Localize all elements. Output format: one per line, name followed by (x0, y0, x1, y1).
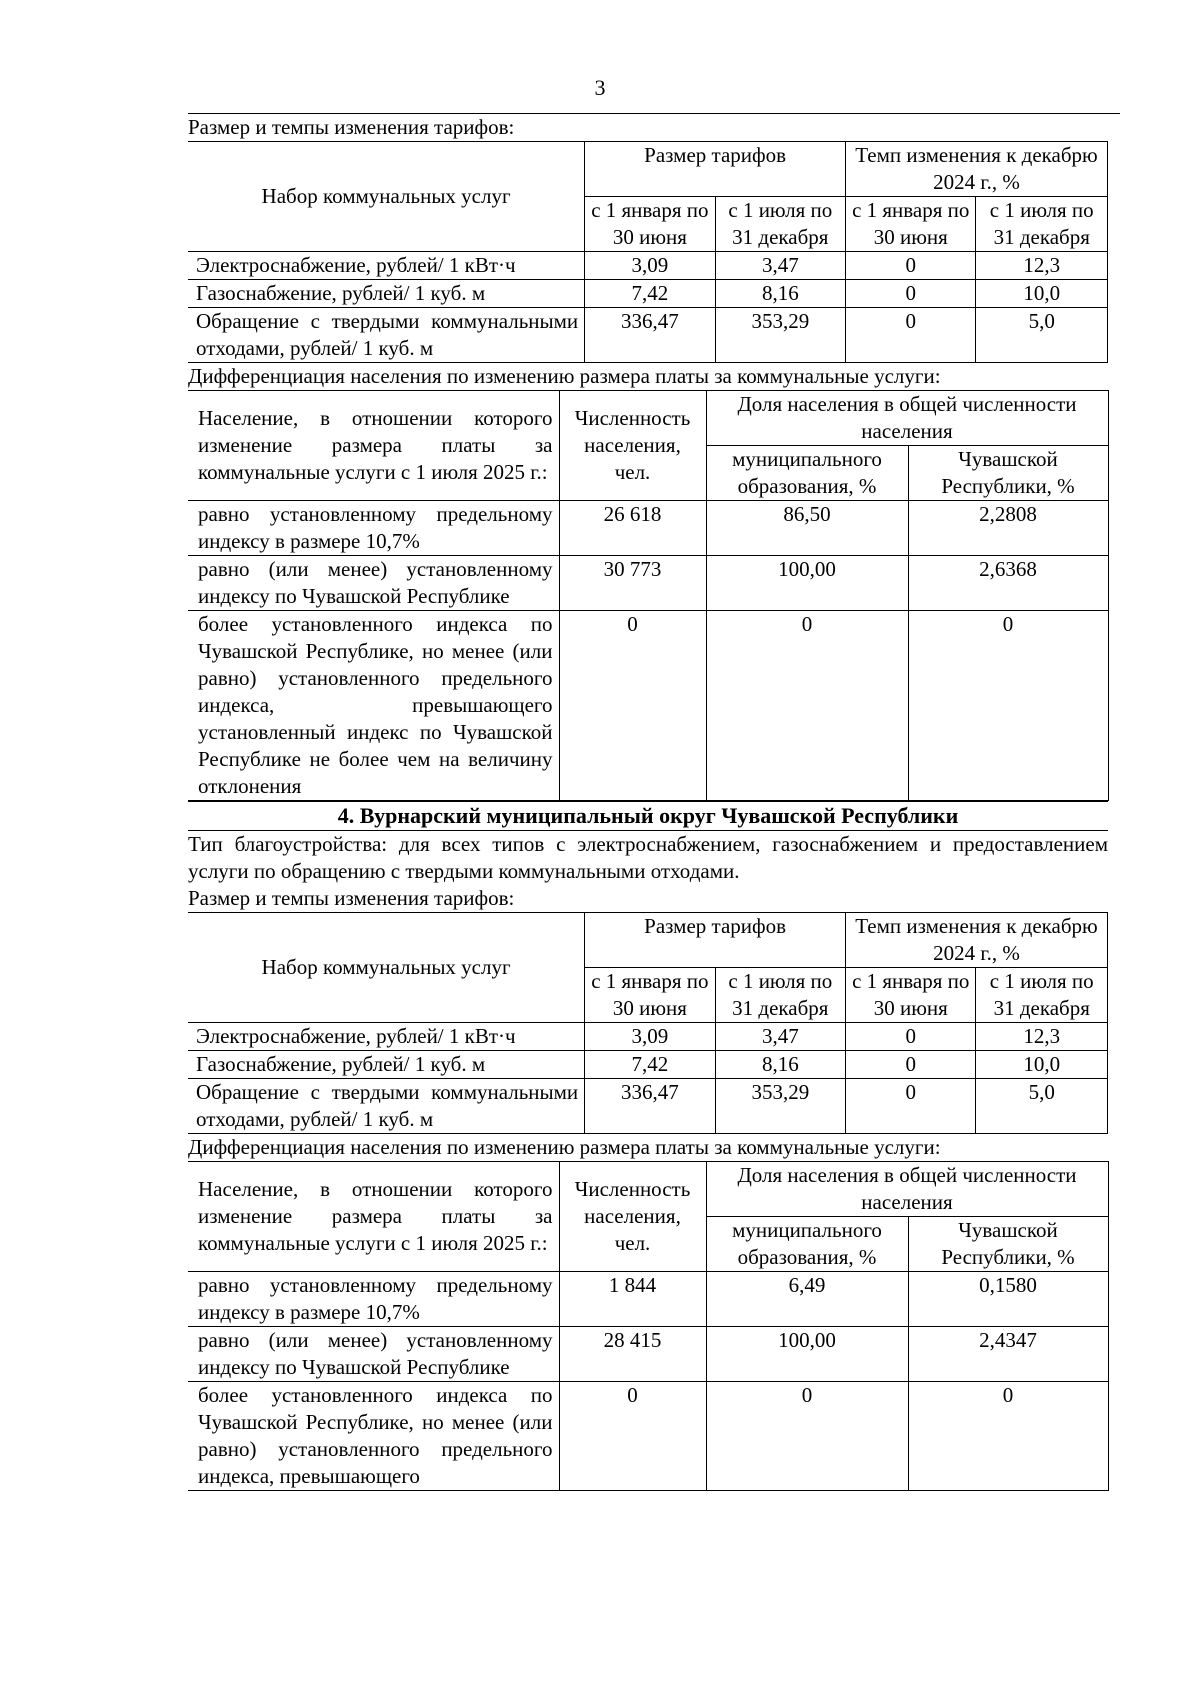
header-share: Доля населения в общей численности населения (706, 1162, 1108, 1217)
header-share: Доля населения в общей численности населения (706, 391, 1108, 446)
service-name: Электроснабжение, рублей/ 1 кВт·ч (188, 252, 585, 280)
table-row (188, 308, 1108, 363)
header-population: Население, в отношении которого изменение размера платы за коммунальные услуги с 1 июля 2025 г.: (188, 391, 559, 501)
rate-value: 12,3 (976, 252, 1108, 280)
tariff-value: 336,47 (585, 308, 715, 363)
population-category: более установленного индекса по Чувашской Республике, но менее (или равно) установленного предельного индекса, превышающего установленный индекс по Чувашской Республике не более чем на величину отклонения (188, 611, 559, 801)
tariff-value: 7,42 (585, 280, 715, 308)
republic-share: 2,2808 (908, 501, 1108, 556)
differentiation-intro: Дифференциация населения по изменению размера платы за коммунальные услуги: (188, 1135, 941, 1159)
tariff-value: 3,09 (585, 1023, 715, 1051)
table-row (188, 252, 1108, 280)
rate-value: 0 (846, 252, 976, 280)
population-count: 0 (559, 611, 706, 801)
table-row (188, 611, 1108, 801)
service-name: Обращение с твердыми коммунальными отходами, рублей/ 1 куб. м (188, 308, 585, 363)
rate-value: 0 (846, 1079, 976, 1134)
population-category: более установленного индекса по Чувашской Республике, но менее (или равно) установленного предельного индекса, превышающего (188, 1382, 559, 1491)
service-name: Газоснабжение, рублей/ 1 куб. м (188, 280, 585, 308)
differentiation-intro: Дифференциация населения по изменению размера платы за коммунальные услуги: (188, 364, 941, 388)
service-name: Газоснабжение, рублей/ 1 куб. м (188, 1051, 585, 1079)
tariff-value: 3,47 (715, 252, 845, 280)
population-category: равно установленному предельному индексу в размере 10,7% (188, 1272, 559, 1327)
header-tariff-size: Размер тарифов (585, 142, 846, 197)
header-change-rate: Темп изменения к декабрю 2024 г., % (846, 142, 1108, 197)
differentiation-table (188, 1161, 1109, 1491)
subheader-jan-jun: с 1 января по 30 июня (585, 968, 715, 1023)
municipal-share: 100,00 (706, 1327, 908, 1382)
header-tariff-size: Размер тарифов (585, 913, 846, 968)
subheader-jan-jun: с 1 января по 30 июня (846, 197, 976, 252)
rate-value: 10,0 (976, 280, 1108, 308)
tariff-value: 3,09 (585, 252, 715, 280)
subheader-jan-jun: с 1 января по 30 июня (846, 968, 976, 1023)
table-row (188, 1079, 1108, 1134)
header-republic: Чувашской Республики, % (908, 1217, 1108, 1272)
population-count: 26 618 (559, 501, 706, 556)
rate-value: 0 (846, 280, 976, 308)
municipal-share: 86,50 (706, 501, 908, 556)
service-name: Обращение с твердыми коммунальными отходами, рублей/ 1 куб. м (188, 1079, 585, 1134)
republic-share: 0 (908, 611, 1108, 801)
municipal-share: 6,49 (706, 1272, 908, 1327)
page-number: 3 (594, 75, 606, 100)
table-row (188, 1051, 1108, 1079)
tariff-value: 7,42 (585, 1051, 715, 1079)
subheader-jul-dec: с 1 июля по 31 декабря (715, 197, 845, 252)
table-row (188, 1272, 1108, 1327)
header-change-rate: Темп изменения к декабрю 2024 г., % (846, 913, 1108, 968)
header-population: Население, в отношении которого изменение размера платы за коммунальные услуги с 1 июля 2025 г.: (188, 1162, 559, 1272)
table-row (188, 1327, 1108, 1382)
municipal-share: 0 (706, 611, 908, 801)
subheader-jan-jun: с 1 января по 30 июня (585, 197, 715, 252)
tariff-value: 353,29 (715, 1079, 845, 1134)
municipal-share: 0 (706, 1382, 908, 1491)
tariff-value: 336,47 (585, 1079, 715, 1134)
service-name: Электроснабжение, рублей/ 1 кВт·ч (188, 1023, 585, 1051)
municipal-share: 100,00 (706, 556, 908, 611)
population-count: 30 773 (559, 556, 706, 611)
header-municipal: муниципального образования, % (706, 446, 908, 501)
population-category: равно (или менее) установленному индексу по Чувашской Республике (188, 556, 559, 611)
rate-value: 10,0 (976, 1051, 1108, 1079)
header-count: Численность населения, чел. (559, 1162, 706, 1272)
tariff-value: 8,16 (715, 280, 845, 308)
tariffs-intro: Размер и темпы изменения тарифов: (188, 115, 515, 139)
republic-share: 0 (908, 1382, 1108, 1491)
population-category: равно установленному предельному индексу в размере 10,7% (188, 501, 559, 556)
tariff-value: 8,16 (715, 1051, 845, 1079)
republic-share: 0,1580 (908, 1272, 1108, 1327)
tariffs-table (188, 912, 1108, 1134)
subheader-jul-dec: с 1 июля по 31 декабря (715, 968, 845, 1023)
header-municipal: муниципального образования, % (706, 1217, 908, 1272)
header-service: Набор коммунальных услуг (188, 142, 585, 252)
tariff-value: 3,47 (715, 1023, 845, 1051)
header-republic: Чувашской Республики, % (908, 446, 1108, 501)
differentiation-table (188, 390, 1109, 801)
rate-value: 0 (846, 1051, 976, 1079)
republic-share: 2,6368 (908, 556, 1108, 611)
rate-value: 12,3 (976, 1023, 1108, 1051)
tariffs-table (188, 141, 1108, 363)
document-content (188, 110, 1108, 1491)
table-row (188, 501, 1108, 556)
tariff-value: 353,29 (715, 308, 845, 363)
table-row (188, 1382, 1108, 1491)
rate-value: 0 (846, 1023, 976, 1051)
header-count: Численность населения, чел. (559, 391, 706, 501)
improvement-type: Тип благоустройства: для всех типов с электроснабжением, газоснабжением и предоставлением услуги по обращению с твердыми коммунальными отходами. (188, 832, 1108, 883)
table-row (188, 280, 1108, 308)
republic-share: 2,4347 (908, 1327, 1108, 1382)
rate-value: 0 (846, 308, 976, 363)
population-count: 1 844 (559, 1272, 706, 1327)
table-row (188, 1023, 1108, 1051)
tariffs-intro: Размер и темпы изменения тарифов: (188, 886, 515, 910)
subheader-jul-dec: с 1 июля по 31 декабря (976, 968, 1108, 1023)
section-title: 4. Вурнарский муниципальный округ Чувашской Республики (188, 801, 1108, 831)
rate-value: 5,0 (976, 308, 1108, 363)
table-row (188, 556, 1108, 611)
rate-value: 5,0 (976, 1079, 1108, 1134)
population-count: 28 415 (559, 1327, 706, 1382)
population-count: 0 (559, 1382, 706, 1491)
header-service: Набор коммунальных услуг (188, 913, 585, 1023)
subheader-jul-dec: с 1 июля по 31 декабря (976, 197, 1108, 252)
population-category: равно (или менее) установленному индексу по Чувашской Республике (188, 1327, 559, 1382)
